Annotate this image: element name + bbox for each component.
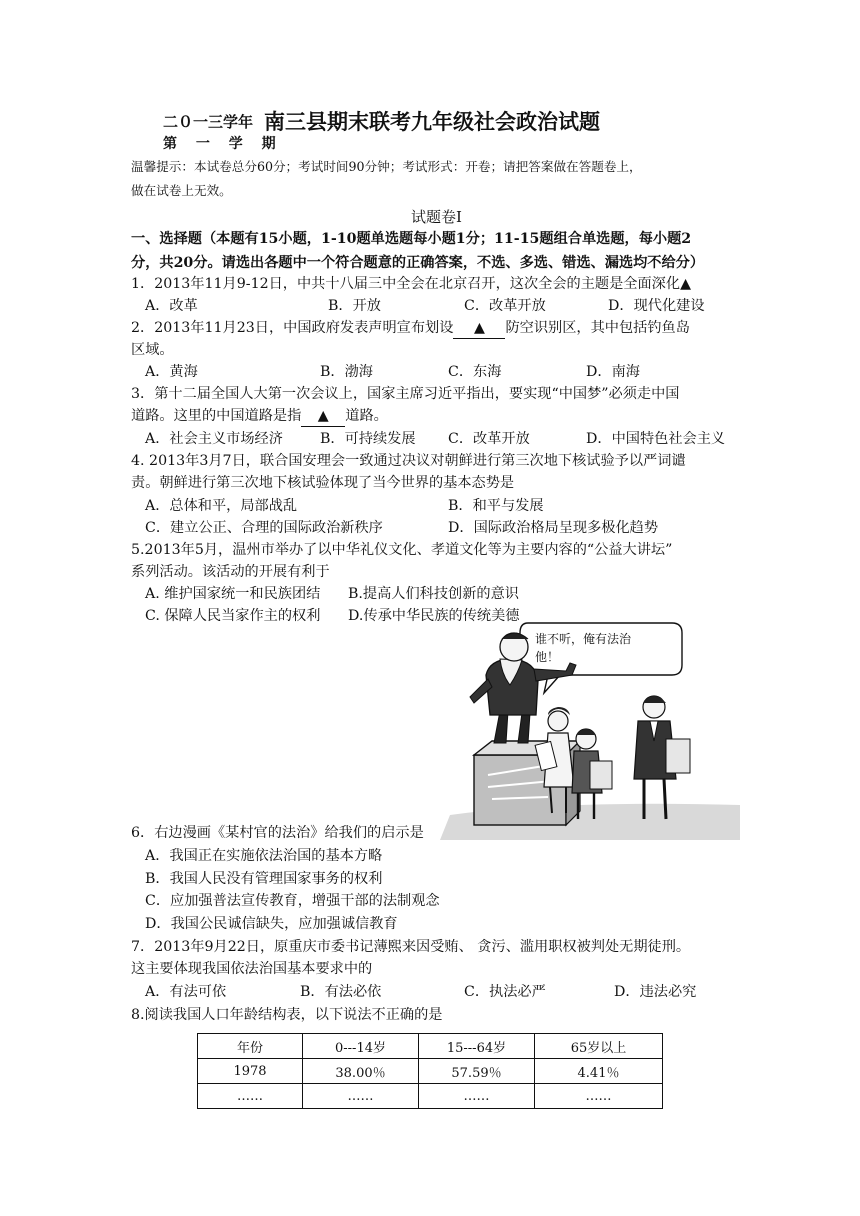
table-row	[198, 1084, 663, 1109]
q6-option-c: C．应加强普法宣传教育，增强干部的法制观念	[145, 893, 440, 909]
table-cell: ……	[419, 1084, 535, 1109]
q1-stem-text: 1．2013年11月9-12日，中共十八届三中全会在北京召开，这次全会的主题是全面深化	[131, 276, 681, 292]
q6-option-d: D．我国公民诚信缺失，应加强诚信教育	[145, 916, 398, 932]
table-cell: 38.00％	[303, 1059, 419, 1084]
q2-option-a: A．黄海	[145, 364, 198, 380]
q5-option-c: C. 保障人民当家作主的权利	[145, 608, 321, 624]
q2-option-c: C．东海	[448, 364, 502, 380]
q5-stem-line-1: 5.2013年5月，温州市举办了以中华礼仪文化、孝道文化等为主要内容的“公益大讲坛”	[131, 542, 673, 558]
table-cell: 57.59％	[419, 1059, 535, 1084]
q6-option-b: B．我国人民没有管理国家事务的权利	[145, 871, 383, 887]
notice-line-2: 做在试卷上无效。	[131, 183, 232, 198]
q7-stem-line-2: 这主要体现我国依法治国基本要求中的	[131, 961, 373, 977]
q4-option-b: B．和平与发展	[448, 498, 544, 514]
q2-stem-post: 防空识别区，其中包括钓鱼岛	[505, 320, 690, 336]
q6-stem: 6．右边漫画《某村官的法治》给我们的启示是	[131, 825, 424, 841]
q1-stem	[131, 274, 691, 294]
table-row	[198, 1059, 663, 1084]
q5-option-d: D.传承中华民族的传统美德	[348, 608, 520, 624]
cartoon-drawing	[440, 615, 743, 840]
q2-answer-blank: ▲	[453, 318, 505, 339]
q4-stem-line-1: 4. 2013年3月7日，联合国安理会一致通过决议对朝鲜进行第三次地下核试验予以严词谴	[131, 453, 686, 469]
table-header-cell: 65岁以上	[535, 1034, 663, 1059]
q3-option-a: A．社会主义市场经济	[145, 431, 283, 447]
q1-option-c: C．改革开放	[464, 298, 546, 314]
q4-option-d: D．国际政治格局呈现多极化趋势	[448, 520, 659, 536]
speech-bubble-line-2: 他！	[535, 650, 560, 664]
q1-option-b: B．开放	[328, 298, 381, 314]
table-header-cell: 年份	[198, 1034, 303, 1059]
table-cell: ……	[198, 1084, 303, 1109]
q7-option-d: D．违法必究	[614, 984, 697, 1000]
table-header-row	[198, 1034, 663, 1059]
q3-stem-pre: 道路。这里的中国道路是指	[131, 408, 302, 424]
q5-option-b: B.提高人们科技创新的意识	[348, 586, 519, 602]
notice-line-1: 温馨提示：本试卷总分60分；考试时间90分钟；考试形式：开卷；请把答案做在答题卷上，	[131, 159, 642, 174]
instructions-line-1: 一、选择题（本题有15小题，1-10题单选题每小题1分；11-15题组合单选题，每小题2	[131, 231, 692, 247]
q2-stem-pre: 2．2013年11月23日，中国政府发表声明宣布划设	[131, 320, 454, 336]
school-year: 二０一三学年	[163, 113, 254, 131]
q3-stem-line-2	[131, 406, 388, 427]
q1-answer-blank: ▲	[680, 276, 691, 292]
q3-answer-blank: ▲	[301, 406, 345, 427]
page-title: 南三县期末联考九年级社会政治试题	[264, 109, 600, 134]
q2-stem	[131, 318, 690, 339]
q1-option-a: A．改革	[145, 298, 198, 314]
q5-stem-line-2: 系列活动。该活动的开展有利于	[131, 564, 330, 580]
q4-option-c: C．建立公正、合理的国际政治新秩序	[145, 520, 383, 536]
q2-option-b: B．渤海	[320, 364, 373, 380]
q2-option-d: D．南海	[586, 364, 640, 380]
section-title: 试题卷Ⅰ	[411, 208, 462, 226]
q3-option-c: C．改革开放	[448, 431, 530, 447]
cartoon-illustration	[440, 615, 743, 840]
table-cell: 1978	[198, 1059, 303, 1084]
table-cell: ……	[303, 1084, 419, 1109]
q4-stem-line-2: 责。朝鲜进行第三次地下核试验体现了当今世界的基本态势是	[131, 475, 515, 491]
instructions-line-2: 分，共20分。请选出各题中一个符合题意的正确答案，不选、多选、错选、漏选均不给分）	[131, 255, 705, 271]
q6-option-a: A．我国正在实施依法治国的基本方略	[145, 848, 383, 864]
table-header-cell: 0---14岁	[303, 1034, 419, 1059]
q5-option-a: A. 维护国家统一和民族团结	[145, 586, 321, 602]
q3-stem-line-1: 3．第十二届全国人大第一次会议上，国家主席习近平指出，要实现“中国梦”必须走中国	[131, 386, 680, 402]
q7-option-a: A．有法可依	[145, 984, 227, 1000]
q7-option-b: B．有法必依	[300, 984, 382, 1000]
population-age-table	[197, 1033, 663, 1109]
q7-option-c: C．执法必严	[464, 984, 546, 1000]
table-header-cell: 15---64岁	[419, 1034, 535, 1059]
speech-bubble-line-1: 谁不听，俺有法治	[535, 632, 632, 646]
q3-option-b: B．可持续发展	[320, 431, 416, 447]
q3-option-d: D．中国特色社会主义	[586, 431, 726, 447]
q4-option-a: A．总体和平，局部战乱	[145, 498, 298, 514]
q3-stem-post: 道路。	[345, 408, 388, 424]
table-cell: 4.41％	[535, 1059, 663, 1084]
semester-label: 第 一 学 期	[163, 136, 283, 152]
table-cell: ……	[535, 1084, 663, 1109]
q8-stem: 8.阅读我国人口年龄结构表，以下说法不正确的是	[131, 1007, 443, 1023]
q2-stem-line-2: 区域。	[131, 342, 174, 358]
q1-option-d: D．现代化建设	[608, 298, 705, 314]
q7-stem-line-1: 7．2013年9月22日，原重庆市委书记薄熙来因受贿、 贪污、滥用职权被判处无期徒刑。	[131, 939, 691, 955]
